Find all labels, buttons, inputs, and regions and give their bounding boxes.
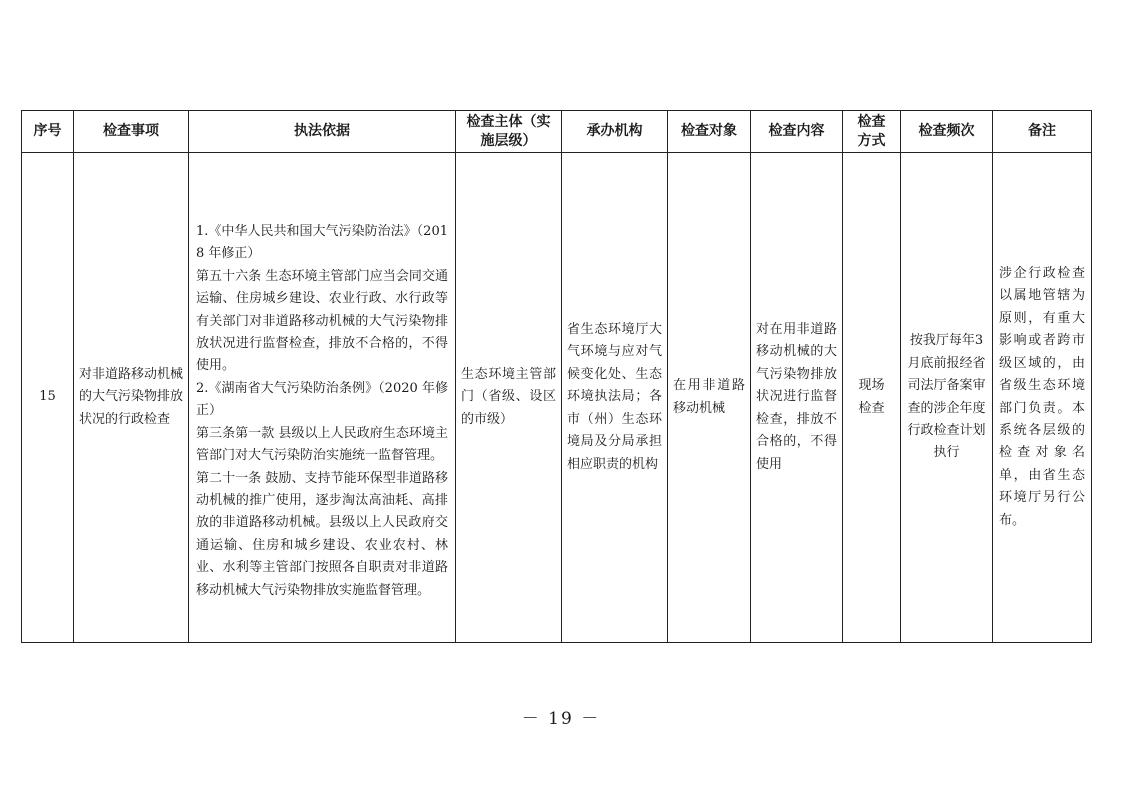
header-target: 检查对象 (668, 111, 751, 153)
header-remark: 备注 (993, 111, 1092, 153)
freq-text: 按我厅每年3月底前报经省司法厅备案审查的涉企年度行政检查计划执行 (907, 333, 986, 461)
cell-remark (993, 153, 1092, 643)
cell-target (668, 153, 751, 643)
header-item: 检查事项 (74, 111, 189, 153)
header-freq: 检查频次 (901, 111, 993, 153)
header-org: 承办机构 (562, 111, 668, 153)
table-row (22, 153, 1092, 643)
cell-org (562, 153, 668, 643)
org-text: 省生态环境厅大气环境与应对气候变化处、生态环境执法局；各市（州）生态环境局及分局承担相应职责的机构 (567, 322, 662, 472)
basis-text: 1.《中华人民共和国大气污染防治法》（2018 年修正） 第五十六条 生态环境主管部门应当会同交通运输、住房城乡建设、农业行政、水行政等有关部门对非道路移动机械的大气污染物排放状况进行监督检查，排放不合格的，不得使用。 2.《湖南省大气污染防治条例》（2020 年修正） 第三条第一款 县级以上人民政府生态环境主管部门对大气污染防治实施统一监督管理。 第二十一条 鼓励、支持节能环保型非道路移动机械的推广使用，逐步淘汰高油耗、高排放的非道路移动机械。县级以上人民政府交通运输、住房和城乡建设、农业农村、林业、水利等主管部门按照各自职责对非道路移动机械大气污染物排放实施监督管理。 (196, 224, 448, 598)
header-method: 检查 方式 (843, 111, 901, 153)
header-content: 检查内容 (751, 111, 843, 153)
cell-content (751, 153, 843, 643)
header-basis: 执法依据 (189, 111, 456, 153)
cell-seq (22, 153, 74, 643)
content-text: 对在用非道路移动机械的大气污染物排放状况进行监督检查，排放不合格的，不得使用 (756, 322, 837, 472)
header-subject: 检查主体（实 施层级） (456, 111, 562, 153)
target-text: 在用非道路移动机械 (673, 378, 745, 416)
page-number: － 19 － (521, 709, 601, 729)
cell-freq (901, 153, 993, 643)
method-text: 现场 检查 (858, 378, 885, 416)
cell-subject (456, 153, 562, 643)
item-text: 对非道路移动机械的大气污染物排放状况的行政检查 (79, 366, 184, 427)
inspection-table (21, 110, 1092, 643)
table-header-row (22, 111, 1092, 153)
cell-item (74, 153, 189, 643)
subject-text: 生态环境主管部门（省级、设区的市级） (461, 366, 556, 427)
cell-method (843, 153, 901, 643)
header-seq: 序号 (22, 111, 74, 153)
cell-basis (189, 153, 456, 643)
seq-text: 15 (39, 389, 56, 405)
remark-text: 涉企行政检查以属地管辖为原则，有重大影响或者跨市级区域的，由省级生态环境部门负责。本系统各层级的检查对象名单，由省生态环境厅另行公布。 (999, 266, 1085, 528)
